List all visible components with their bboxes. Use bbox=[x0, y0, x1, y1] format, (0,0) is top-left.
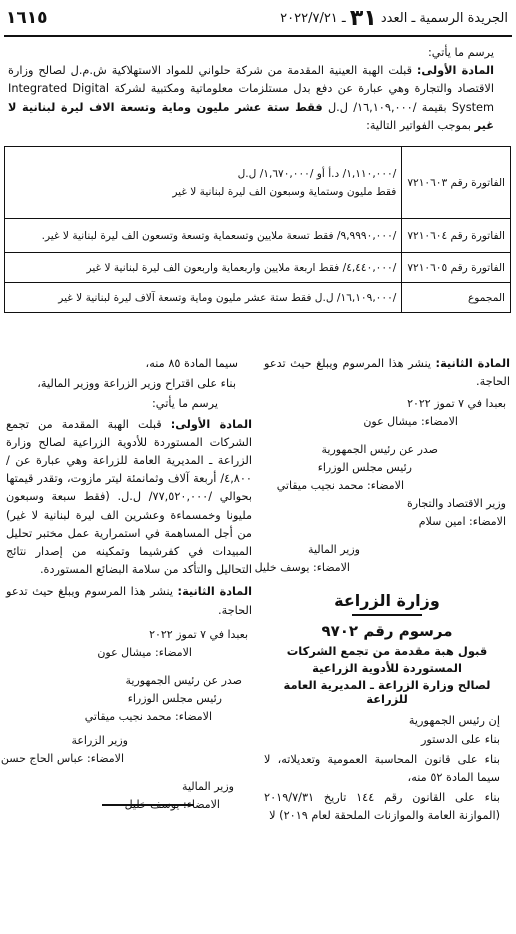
decree-subject-line2: المستوردة للأدوية الزراعية bbox=[312, 661, 462, 676]
ministry-title: وزارة الزراعة bbox=[334, 591, 440, 611]
left-column bbox=[0, 355, 252, 814]
decree-subject-line3: لصالح وزارة الزراعة ـ المديرية العامة للزراعة bbox=[283, 678, 491, 707]
header-rule bbox=[4, 35, 512, 37]
decree-intro: يرسم ما يأتي: bbox=[428, 46, 494, 59]
president-line: إن رئيس الجمهورية bbox=[408, 714, 500, 728]
right-column bbox=[254, 355, 510, 826]
invoice-label: الفاتورة رقم ٧٢١٠٦٠٤ bbox=[402, 219, 511, 253]
article-2-label: المادة الثانية: bbox=[435, 357, 510, 370]
article-2-left-label: المادة الثانية: bbox=[177, 585, 252, 599]
signing-date-left: بعبدا في ٧ تموز ٢٠٢٢ bbox=[149, 627, 248, 641]
article-2-left-text: ينشر هذا المرسوم ويبلغ حيث تدعو الحاجة. bbox=[6, 585, 252, 617]
page-number: ١٦١٥ bbox=[6, 8, 48, 28]
invoice-value: /٤,٤٤٠,٠٠٠/ فقط اربعة ملايين واربعماية واربعون الف ليرة لبنانية لا غير bbox=[5, 253, 402, 283]
invoice-amount: /١,١١٠,٠٠٠/ د.أ أو /١,٦٧٠,٠٠٠/ ل.ل bbox=[237, 167, 397, 180]
article-2-text: ينشر هذا المرسوم ويبلغ حيث تدعو الحاجة. bbox=[264, 357, 510, 389]
article-1-text: قبلت الهبة العينية المقدمة من شركة حلواني للمواد الاستهلاكية ش.م.ل لصالح وزارة الاقتصاد والتجارة وهي عبارة عن دفع بدل مستلزمات معلوماتية ومكتبية لشركة Integrated Digital System بقيمة /١٦,١٠٩,٠٠٠/ ل.ل bbox=[8, 64, 495, 114]
proposal-line: بناء على اقتراح وزير الزراعة ووزير المالية، bbox=[37, 377, 236, 391]
final-signature-row bbox=[6, 796, 252, 814]
article-2-paragraph bbox=[264, 355, 510, 391]
signature-finance-minister: الامضاء: يوسف خليل bbox=[254, 561, 350, 575]
table-row bbox=[5, 219, 511, 253]
title-separator bbox=[352, 614, 422, 616]
basis-constitution: بناء على الدستور bbox=[420, 732, 500, 746]
table-row bbox=[5, 147, 511, 219]
decree-top bbox=[8, 44, 508, 135]
total-value: /١٦,١٠٩,٠٠٠/ ل.ل فقط ستة عشر مليون وماية وتسعة آلاف ليرة لبنانية لا غير bbox=[5, 283, 402, 313]
article-1-paragraph bbox=[8, 62, 508, 135]
signature-president-left: الامضاء: ميشال عون bbox=[97, 645, 192, 659]
signature-minister: الامضاء: امين سلام bbox=[418, 515, 506, 529]
issued-by: صدر عن رئيس الجمهورية bbox=[321, 443, 438, 457]
prime-minister-title-left: رئيس مجلس الوزراء bbox=[127, 691, 222, 705]
article-1-bold-amount: فقط ستة عشر مليون وماية وتسعة الاف ليرة لبنانية لا غير bbox=[8, 100, 494, 132]
decree-subject-line1: قبول هبة مقدمة من تجمع الشركات bbox=[286, 644, 488, 659]
article-2-left-paragraph bbox=[6, 583, 252, 619]
article-1-left-text: قبلت الهبة المقدمة من تجمع الشركات المستوردة للأدوية الزراعية لصالح وزارة الزراعة ـ المديرية العامة للزراعة وهي عبارة عن /٤,٨٠٠/ أربعة آلاف وثمانمئة ليتر مازوت، وتقدر قيمتها بحوالي /٧٧,٥٢٠,٠٠٠/ ل.ل. (فقط سبعة وسبعون مليونا وخمسماءة وعشرين الف ليرة لبنانية لا غير) من أجل المساهمة في استمرارية عمل مختبر تحليل المبيدات في كفرشيما وتمكينه من إصدار نتائج التحاليل والتأكد من سلامة البضائع المستوردة. bbox=[6, 417, 252, 577]
decree-intro-left: يرسم ما يأتي: bbox=[152, 397, 218, 411]
invoice-table bbox=[4, 146, 511, 313]
signature-prime-minister-left: الامضاء: محمد نجيب ميقاتي bbox=[84, 709, 212, 723]
invoice-value: /٩,٩٩٩٠,٠٠٠/ فقط تسعة ملايين وتسعماية وتسعة وتسعون الف ليرة لبنانية لا غير. bbox=[5, 219, 402, 253]
issue-date: ـ ٢٠٢٢/٧/٢١ bbox=[280, 11, 346, 26]
finance-minister-title-left: وزير المالية bbox=[182, 779, 234, 793]
invoice-amount-words: فقط مليون وستماية وسبعون الف ليرة لبنانية لا غير bbox=[172, 185, 397, 198]
article-1-tail: بموجب الفواتير التالية: bbox=[366, 118, 472, 132]
signature-finance-minister-left: الامضاء: يوسف خليل bbox=[124, 797, 220, 811]
table-row bbox=[5, 283, 511, 313]
signature-prime-minister: الامضاء: محمد نجيب ميقاتي bbox=[276, 479, 404, 493]
total-label: المجموع bbox=[402, 283, 511, 313]
end-rule bbox=[102, 804, 194, 806]
prime-minister-title: رئيس مجلس الوزراء bbox=[317, 461, 412, 475]
issue-number: ٣١ bbox=[349, 6, 377, 31]
basis-budget-law: بناء على القانون رقم ١٤٤ تاريخ ٢٠١٩/٧/٣١ (الموازنة العامة والموازنات الملحقة لعام ٢٠١٩) لا bbox=[264, 791, 500, 823]
decree-number: مرسوم رقم ٩٧٠٢ bbox=[321, 622, 453, 641]
article-1-left-label: المادة الأولى: bbox=[170, 417, 252, 431]
article-1-label: المادة الأولى: bbox=[416, 64, 495, 78]
signature-minister-left: الامضاء: عباس الحاج حسن bbox=[0, 751, 124, 765]
article-1-left-paragraph bbox=[6, 416, 252, 580]
issued-by-left: صدر عن رئيس الجمهورية bbox=[125, 673, 242, 687]
table-row bbox=[5, 253, 511, 283]
invoice-label: الفاتورة رقم ٧٢١٠٦٠٣ bbox=[402, 147, 511, 219]
minister-title-left: وزير الزراعة bbox=[71, 733, 128, 747]
signature-president: الامضاء: ميشال عون bbox=[363, 415, 458, 429]
basis-accounting-law: بناء على قانون المحاسبة العمومية وتعديلاته، لا سيما المادة ٥٢ منه، bbox=[264, 752, 500, 785]
signing-date: بعبدا في ٧ تموز ٢٠٢٢ bbox=[407, 397, 506, 411]
finance-minister-title: وزير المالية bbox=[308, 543, 360, 557]
invoice-value bbox=[5, 147, 402, 219]
minister-title: وزير الاقتصاد والتجارة bbox=[406, 497, 506, 511]
running-header bbox=[280, 6, 508, 31]
invoice-label: الفاتورة رقم ٧٢١٠٦٠٥ bbox=[402, 253, 511, 283]
journal-title: الجريدة الرسمية ـ العدد bbox=[380, 11, 508, 26]
continuation-line: سيما المادة ٨٥ منه، bbox=[145, 357, 238, 370]
